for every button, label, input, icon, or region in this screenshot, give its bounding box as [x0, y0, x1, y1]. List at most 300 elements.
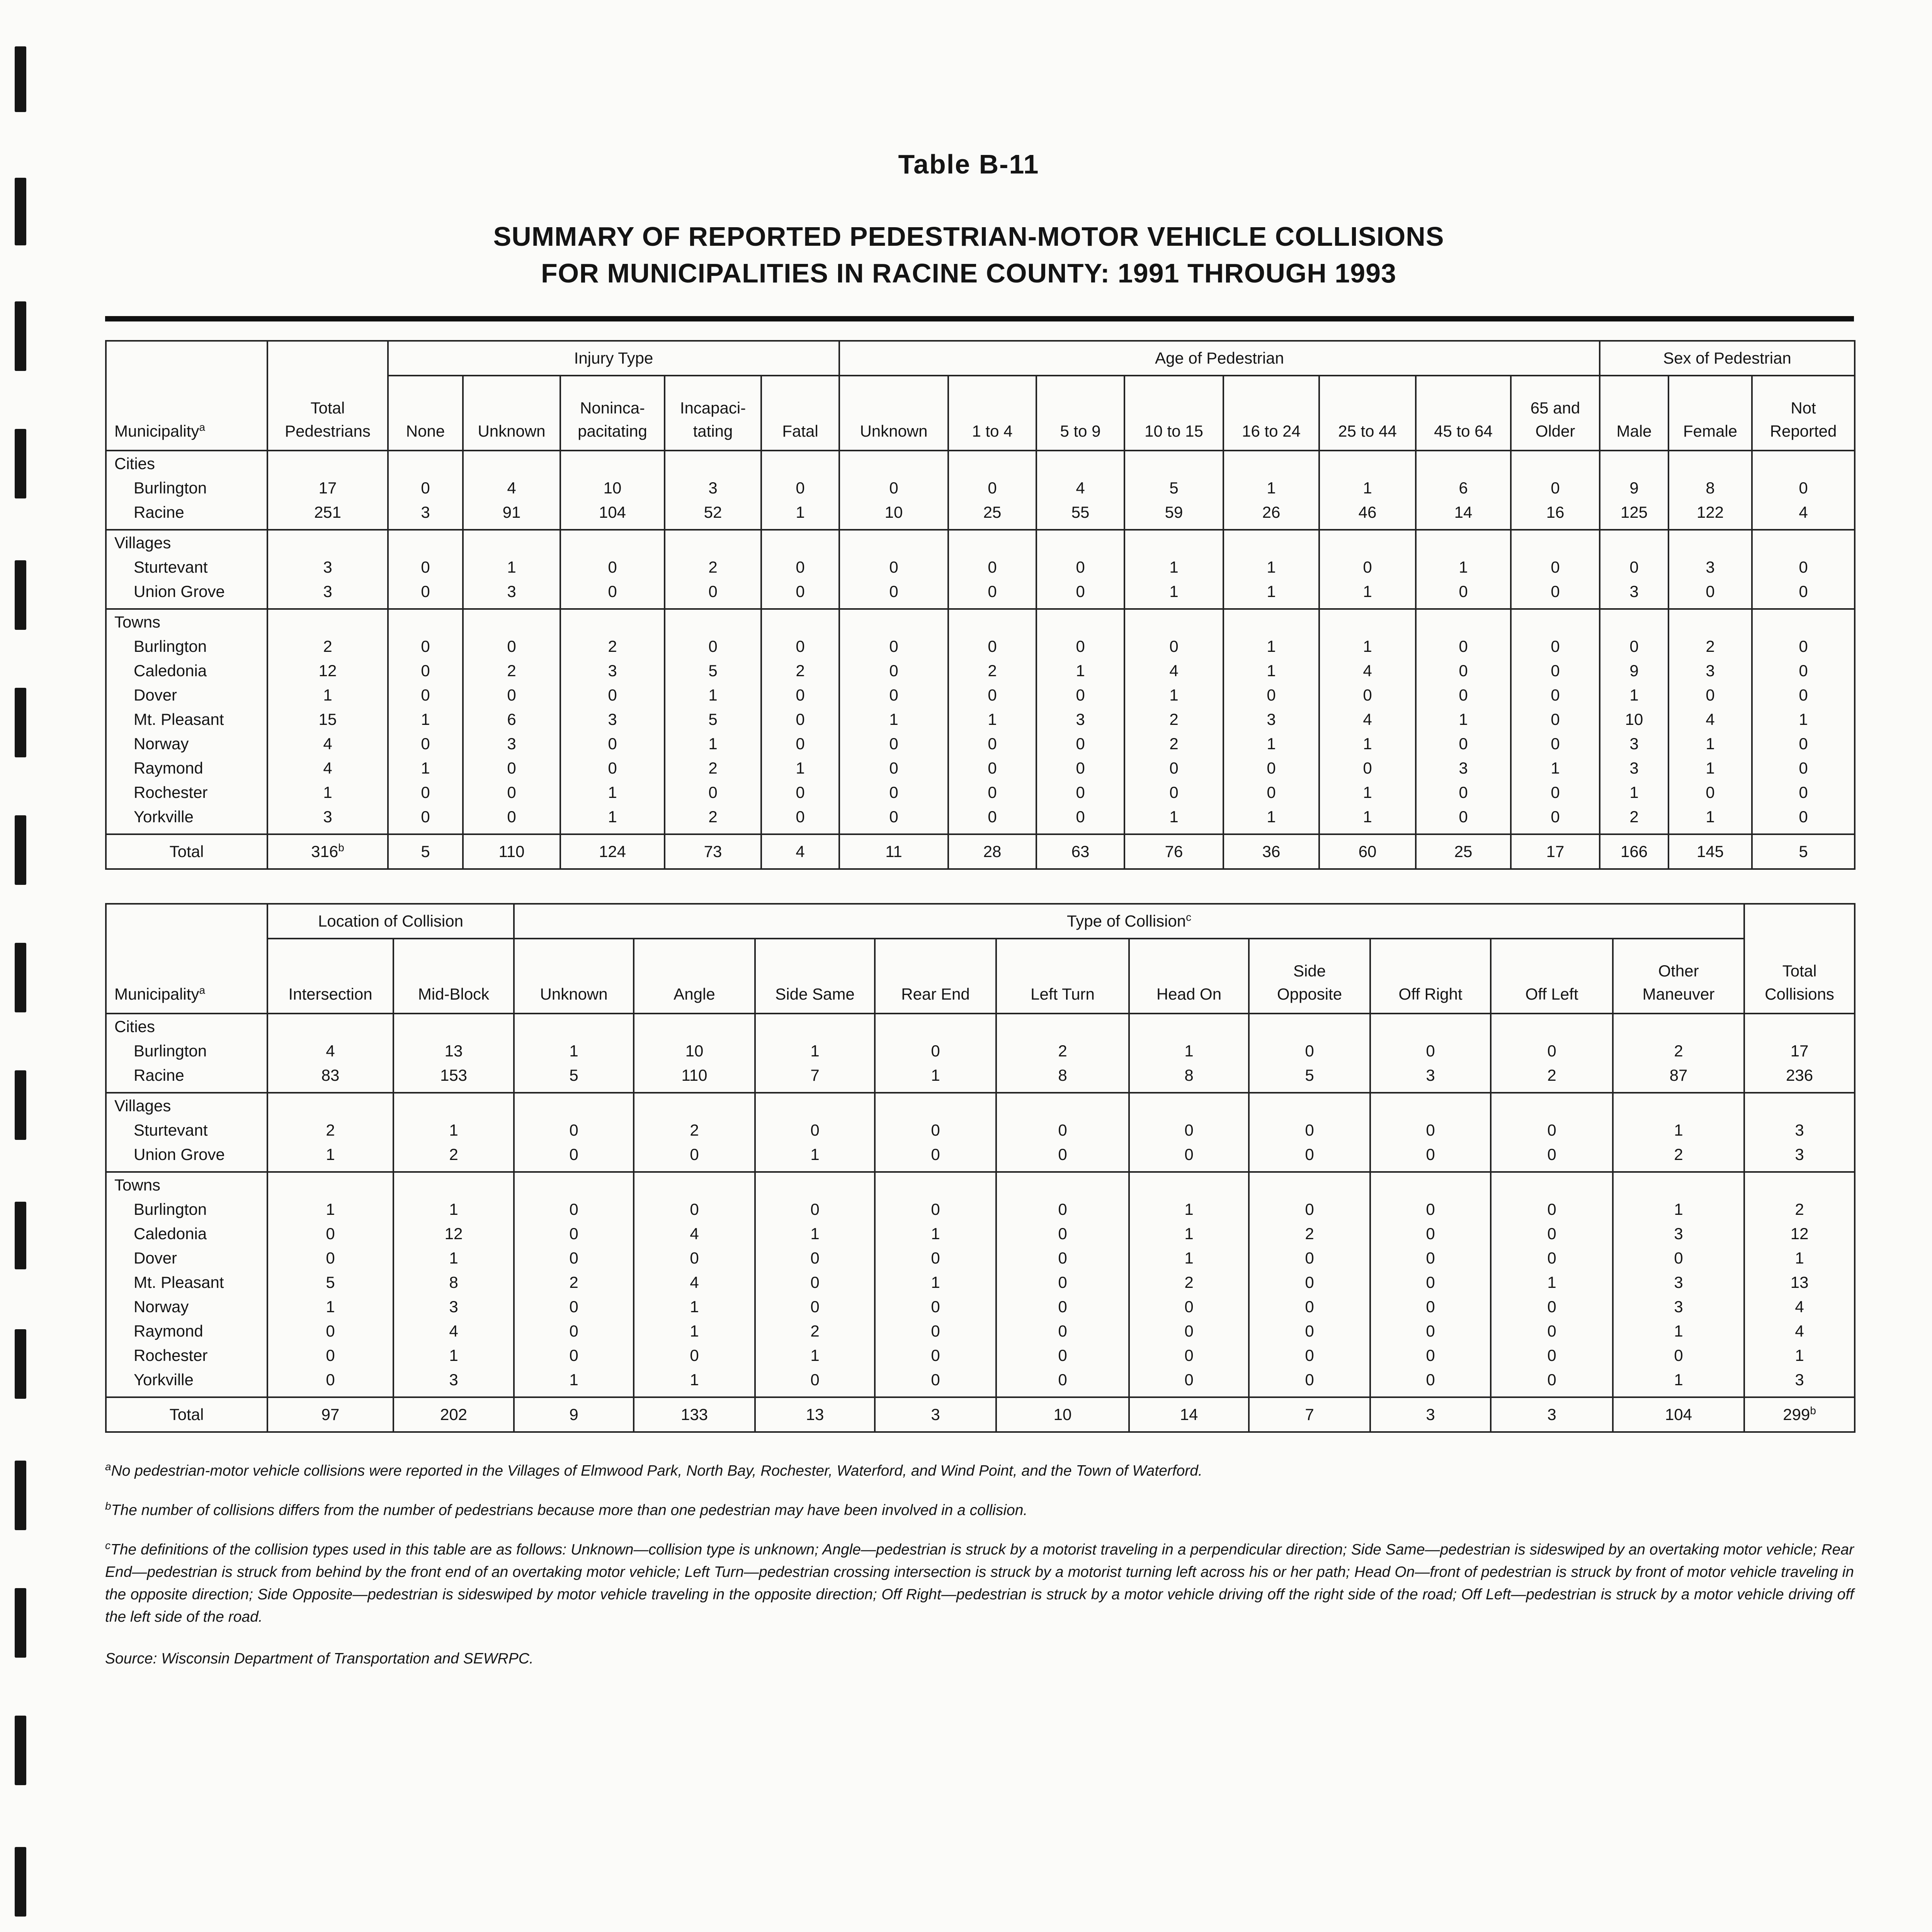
- table-cell: 0: [755, 1197, 875, 1221]
- table-cell: 0: [996, 1294, 1129, 1319]
- table-row: [106, 1142, 1855, 1172]
- table-cell: 4: [1744, 1319, 1855, 1343]
- table-cell: 0: [755, 1367, 875, 1397]
- table-cell: 153: [393, 1063, 514, 1093]
- total-cell: 60: [1319, 834, 1416, 869]
- table-cell: 3: [1600, 731, 1668, 756]
- table-cell: 5: [267, 1270, 393, 1294]
- table-cell: 87: [1613, 1063, 1744, 1093]
- table-cell: 0: [1129, 1319, 1249, 1343]
- table-cell: 4: [1668, 707, 1752, 731]
- total-cell: 10: [996, 1397, 1129, 1432]
- empty-cell: [393, 1014, 514, 1039]
- table-cell: 0: [761, 476, 839, 500]
- table-cell: 0: [388, 476, 463, 500]
- table-cell: 3: [463, 579, 560, 609]
- table-cell: 1: [560, 804, 665, 834]
- table-cell: 10: [560, 476, 665, 500]
- table-cell: 3: [1613, 1221, 1744, 1246]
- table-cell: 2: [1249, 1221, 1370, 1246]
- table-cell: 2: [1613, 1142, 1744, 1172]
- title-line-1: SUMMARY OF REPORTED PEDESTRIAN-MOTOR VEHICLE COLLISIONS: [493, 221, 1444, 252]
- header-incapacitating: Incapaci- tating: [665, 376, 761, 451]
- empty-cell: [393, 1093, 514, 1118]
- table-cell: 8: [996, 1063, 1129, 1093]
- table-cell: 0: [267, 1319, 393, 1343]
- table-cell: 0: [1613, 1246, 1744, 1270]
- municipality-name: Raymond: [106, 1319, 267, 1343]
- table-cell: 1: [1129, 1039, 1249, 1063]
- empty-cell: [1752, 451, 1855, 476]
- empty-cell: [1511, 609, 1600, 634]
- table-cell: 0: [1511, 658, 1600, 683]
- table-cell: 0: [634, 1246, 755, 1270]
- header-side-same: Side Same: [755, 939, 875, 1014]
- empty-cell: [761, 530, 839, 555]
- empty-cell: [755, 1093, 875, 1118]
- table-cell: 3: [388, 500, 463, 530]
- table-cell: 0: [1416, 731, 1511, 756]
- table-cell: 110: [634, 1063, 755, 1093]
- table-cell: 46: [1319, 500, 1416, 530]
- table-cell: 0: [1370, 1118, 1491, 1142]
- table-cell: 3: [1744, 1367, 1855, 1397]
- municipality-name: Caledonia: [106, 658, 267, 683]
- table-cell: 0: [1036, 683, 1124, 707]
- table-cell: 0: [1036, 634, 1124, 658]
- empty-cell: [1319, 609, 1416, 634]
- table-cell: 0: [996, 1270, 1129, 1294]
- total-cell: 11: [839, 834, 948, 869]
- total-label: Total: [106, 1397, 267, 1432]
- empty-cell: [839, 530, 948, 555]
- table-cell: 0: [1491, 1142, 1613, 1172]
- section-row: [106, 451, 1855, 476]
- table-cell: 0: [560, 555, 665, 579]
- table-cell: 0: [388, 804, 463, 834]
- empty-cell: [1249, 1172, 1370, 1197]
- table-cell: 1: [761, 756, 839, 780]
- empty-cell: [755, 1172, 875, 1197]
- empty-cell: [875, 1093, 996, 1118]
- table-cell: 0: [761, 804, 839, 834]
- table-cell: 2: [1124, 707, 1223, 731]
- empty-cell: [1129, 1014, 1249, 1039]
- table-cell: 0: [1129, 1142, 1249, 1172]
- empty-cell: [267, 1014, 393, 1039]
- table-cell: 0: [1511, 579, 1600, 609]
- table-cell: 0: [634, 1197, 755, 1221]
- table-cell: 4: [267, 731, 388, 756]
- total-cell: 166: [1600, 834, 1668, 869]
- empty-cell: [267, 1172, 393, 1197]
- table-cell: 0: [1370, 1270, 1491, 1294]
- table-cell: 1: [267, 780, 388, 804]
- table-cell: 0: [996, 1118, 1129, 1142]
- footnote-ref: b: [338, 842, 344, 854]
- table-cell: 0: [1370, 1294, 1491, 1319]
- empty-cell: [1613, 1093, 1744, 1118]
- header-age-1-to-4: 1 to 4: [948, 376, 1036, 451]
- table-cell: 16: [1511, 500, 1600, 530]
- empty-cell: [560, 451, 665, 476]
- table-cell: 5: [514, 1063, 634, 1093]
- table-cell: 0: [1511, 555, 1600, 579]
- table-cell: 0: [839, 555, 948, 579]
- empty-cell: [948, 451, 1036, 476]
- table-cell: 9: [1600, 658, 1668, 683]
- table-cell: 0: [1036, 780, 1124, 804]
- table-cell: 1: [388, 707, 463, 731]
- table-cell: 0: [267, 1343, 393, 1367]
- table-cell: 0: [1600, 634, 1668, 658]
- table-cell: 1: [755, 1039, 875, 1063]
- municipality-name: Racine: [106, 500, 267, 530]
- empty-cell: [1129, 1172, 1249, 1197]
- table-cell: 4: [634, 1221, 755, 1246]
- table-cell: 1: [948, 707, 1036, 731]
- table-cell: 0: [948, 634, 1036, 658]
- table-cell: 0: [1511, 804, 1600, 834]
- municipality-name: Burlington: [106, 634, 267, 658]
- table-row: [106, 804, 1855, 834]
- total-cell: 17: [1511, 834, 1600, 869]
- empty-cell: [1319, 451, 1416, 476]
- empty-cell: [1491, 1172, 1613, 1197]
- total-pedestrians-cell: [267, 834, 388, 869]
- table-cell: 0: [761, 731, 839, 756]
- table-cell: 2: [514, 1270, 634, 1294]
- table-cell: 0: [761, 707, 839, 731]
- table-cell: 0: [388, 634, 463, 658]
- table-cell: 2: [1600, 804, 1668, 834]
- table-cell: 0: [839, 731, 948, 756]
- table-row: [106, 756, 1855, 780]
- municipality-name: Dover: [106, 1246, 267, 1270]
- total-cell: 3: [1491, 1397, 1613, 1432]
- table-cell: 15: [267, 707, 388, 731]
- table-cell: 1: [755, 1343, 875, 1367]
- table-cell: 0: [1752, 476, 1855, 500]
- table-cell: 0: [1752, 683, 1855, 707]
- table-cell: 0: [1129, 1367, 1249, 1397]
- table-cell: 1: [1600, 683, 1668, 707]
- table-cell: 1: [1613, 1367, 1744, 1397]
- table-cell: 1: [1752, 707, 1855, 731]
- table-cell: 0: [755, 1118, 875, 1142]
- table-cell: 0: [1491, 1294, 1613, 1319]
- empty-cell: [463, 609, 560, 634]
- header-fatal: Fatal: [761, 376, 839, 451]
- table-cell: 1: [1744, 1343, 1855, 1367]
- table-row: [106, 1197, 1855, 1221]
- total-cell: 104: [1613, 1397, 1744, 1432]
- header-rear-end: Rear End: [875, 939, 996, 1014]
- municipality-name: Dover: [106, 683, 267, 707]
- table-cell: 1: [634, 1319, 755, 1343]
- table-cell: 0: [1668, 683, 1752, 707]
- table-cell: 2: [560, 634, 665, 658]
- table-cell: 5: [665, 658, 761, 683]
- table-cell: 0: [755, 1246, 875, 1270]
- section-label: Villages: [106, 1093, 267, 1118]
- empty-cell: [1668, 609, 1752, 634]
- table-cell: 1: [1668, 804, 1752, 834]
- table-cell: 3: [1416, 756, 1511, 780]
- table-cell: 1: [875, 1063, 996, 1093]
- table-cell: 0: [996, 1142, 1129, 1172]
- table-cell: 2: [1744, 1197, 1855, 1221]
- table-cell: 1: [665, 683, 761, 707]
- table-cell: 17: [267, 476, 388, 500]
- empty-cell: [1600, 451, 1668, 476]
- table-cell: 0: [463, 804, 560, 834]
- empty-cell: [514, 1014, 634, 1039]
- table-cell: 1: [1319, 634, 1416, 658]
- table-cell: 6: [1416, 476, 1511, 500]
- table-cell: 0: [1511, 707, 1600, 731]
- empty-cell: [560, 609, 665, 634]
- table-cell: 0: [514, 1294, 634, 1319]
- table-row: [106, 1039, 1855, 1063]
- table-cell: 1: [1129, 1246, 1249, 1270]
- table-cell: 0: [996, 1367, 1129, 1397]
- table-cell: 2: [1129, 1270, 1249, 1294]
- empty-cell: [1036, 609, 1124, 634]
- empty-cell: [839, 609, 948, 634]
- table-cell: 0: [875, 1142, 996, 1172]
- total-cell: 3: [875, 1397, 996, 1432]
- municipality-name: Racine: [106, 1063, 267, 1093]
- table-cell: 7: [755, 1063, 875, 1093]
- table-row: [106, 707, 1855, 731]
- table-cell: 1: [1491, 1270, 1613, 1294]
- table-cell: 0: [1249, 1343, 1370, 1367]
- total-value: 299: [1783, 1405, 1810, 1423]
- table-cell: 0: [1668, 780, 1752, 804]
- table-cell: 125: [1600, 500, 1668, 530]
- empty-cell: [463, 451, 560, 476]
- table-cell: 10: [1600, 707, 1668, 731]
- table-row: [106, 1319, 1855, 1343]
- empty-cell: [1223, 451, 1319, 476]
- table-cell: 0: [875, 1039, 996, 1063]
- empty-cell: [1319, 530, 1416, 555]
- table-cell: 0: [1249, 1294, 1370, 1319]
- table-cell: 0: [1668, 579, 1752, 609]
- table-cell: 0: [267, 1221, 393, 1246]
- source-note: Source: Wisconsin Department of Transportation and SEWRPC.: [105, 1650, 534, 1667]
- table-cell: 59: [1124, 500, 1223, 530]
- empty-cell: [1491, 1014, 1613, 1039]
- municipality-name: Union Grove: [106, 579, 267, 609]
- table-cell: 4: [1319, 707, 1416, 731]
- table-cell: 1: [875, 1221, 996, 1246]
- table-cell: 1: [514, 1367, 634, 1397]
- municipality-name: Norway: [106, 731, 267, 756]
- table-cell: 1: [393, 1197, 514, 1221]
- table-cell: 3: [1223, 707, 1319, 731]
- empty-cell: [1129, 1093, 1249, 1118]
- empty-cell: [1416, 609, 1511, 634]
- empty-cell: [267, 609, 388, 634]
- table-cell: 0: [948, 756, 1036, 780]
- group-type-of-collision: Type of Collision$^c$: [514, 904, 1744, 939]
- group-injury-type: Injury Type: [388, 341, 839, 376]
- table-cell: 4: [1752, 500, 1855, 530]
- header-total-pedestrians: Total Pedestrians: [267, 341, 388, 451]
- table-cell: 1: [1416, 707, 1511, 731]
- table-cell: 3: [1668, 658, 1752, 683]
- footnotes: [105, 1460, 1854, 1687]
- empty-cell: [1416, 451, 1511, 476]
- table-cell: 0: [1129, 1294, 1249, 1319]
- footnote-b: $^b$The number of collisions differs from the number of pedestrians because more than one pedestrian may have been involved in a collision.: [105, 1500, 1028, 1519]
- table-cell: 0: [875, 1294, 996, 1319]
- table-cell: 1: [1319, 731, 1416, 756]
- section-row: [106, 1014, 1855, 1039]
- table-cell: 0: [1319, 756, 1416, 780]
- table-cell: 0: [463, 756, 560, 780]
- table-cell: 52: [665, 500, 761, 530]
- table-cell: 1: [1613, 1118, 1744, 1142]
- table-cell: 5: [665, 707, 761, 731]
- table-cell: 0: [1249, 1118, 1370, 1142]
- total-cell: 3: [1370, 1397, 1491, 1432]
- footnote-c: $^c$The definitions of the collision types used in this table are as follows: Unknown—collision type is unknown; Angle—pedestrian is struck by a motorist traveling in a perpendicular direction; Side Same—pedestrian is sideswiped by an overtaking motor vehicle; Rear End—pedestrian is struck from behind by the front end of an overtaking motor vehicle; Left Turn—pedestrian crossing intersection is struck by a motorist turning left across his or her path; Head On—front of pedestrian is struck by front of motor vehicle traveling in the opposite direction; Side Opposite—pedestrian is sideswiped by motor vehicle traveling in the opposite direction; Off Right—pedestrian is struck by a motor vehicle driving off the right side of the road; Off Left—pedestrian is struck by a motor vehicle driving off the left side of the road.: [105, 1539, 1854, 1625]
- header-other-maneuver: Other Maneuver: [1613, 939, 1744, 1014]
- table-cell: 0: [1416, 683, 1511, 707]
- table-row: [106, 555, 1855, 579]
- table-cell: 0: [1511, 634, 1600, 658]
- section-label: Villages: [106, 530, 267, 555]
- table-cell: 0: [634, 1343, 755, 1367]
- table-row: [106, 683, 1855, 707]
- table-cell: 8: [393, 1270, 514, 1294]
- table-cell: 0: [463, 634, 560, 658]
- section-label: Towns: [106, 1172, 267, 1197]
- municipality-name: Mt. Pleasant: [106, 1270, 267, 1294]
- table-cell: 0: [1249, 1319, 1370, 1343]
- table-cell: 0: [1416, 579, 1511, 609]
- table-row: [106, 1063, 1855, 1093]
- table-cell: 0: [1511, 731, 1600, 756]
- empty-cell: [948, 609, 1036, 634]
- table-cell: 0: [1491, 1118, 1613, 1142]
- table-cell: 0: [839, 579, 948, 609]
- table-cell: 8: [1129, 1063, 1249, 1093]
- footnote-ref: b: [1810, 1405, 1816, 1417]
- table-cell: 0: [875, 1367, 996, 1397]
- section-label: Towns: [106, 609, 267, 634]
- table-cell: 0: [1613, 1343, 1744, 1367]
- table-cell: 0: [1416, 634, 1511, 658]
- table-cell: 1: [1223, 579, 1319, 609]
- table-cell: 1: [1319, 476, 1416, 500]
- table-cell: 0: [1370, 1319, 1491, 1343]
- table-cell: 0: [996, 1197, 1129, 1221]
- table-cell: 0: [388, 579, 463, 609]
- empty-cell: [267, 451, 388, 476]
- table-cell: 0: [1491, 1039, 1613, 1063]
- table-cell: 0: [388, 683, 463, 707]
- table-cell: 3: [393, 1367, 514, 1397]
- empty-cell: [388, 609, 463, 634]
- table-cell: 12: [1744, 1221, 1855, 1246]
- table-cell: 2: [1668, 634, 1752, 658]
- table-cell: 0: [1124, 780, 1223, 804]
- section-row: [106, 609, 1855, 634]
- table-cell: 1: [1124, 683, 1223, 707]
- table-cell: 1: [1223, 555, 1319, 579]
- table-cell: 0: [1223, 683, 1319, 707]
- table-cell: 0: [1249, 1270, 1370, 1294]
- header-injury-unknown: Unknown: [463, 376, 560, 451]
- table-cell: 0: [463, 780, 560, 804]
- table-cell: 3: [393, 1294, 514, 1319]
- table-cell: 26: [1223, 500, 1319, 530]
- table-cell: 2: [463, 658, 560, 683]
- empty-cell: [996, 1014, 1129, 1039]
- table-cell: 3: [1370, 1063, 1491, 1093]
- empty-cell: [1668, 451, 1752, 476]
- table-cell: 0: [1223, 780, 1319, 804]
- municipality-name: Rochester: [106, 780, 267, 804]
- table-cell: 0: [514, 1197, 634, 1221]
- empty-cell: [1249, 1014, 1370, 1039]
- header-nonincapacitating: Noninca- pacitating: [560, 376, 665, 451]
- empty-cell: [1124, 609, 1223, 634]
- table-cell: 0: [560, 579, 665, 609]
- table-cell: 1: [634, 1294, 755, 1319]
- municipality-name: Rochester: [106, 1343, 267, 1367]
- table-cell: 0: [1036, 555, 1124, 579]
- table-cell: 2: [1124, 731, 1223, 756]
- table-row: [106, 1367, 1855, 1397]
- header-sex-not-reported: Not Reported: [1752, 376, 1855, 451]
- table-cell: 0: [839, 658, 948, 683]
- empty-cell: [634, 1014, 755, 1039]
- table-cell: 1: [875, 1270, 996, 1294]
- empty-cell: [1613, 1172, 1744, 1197]
- table-row: [106, 658, 1855, 683]
- municipality-name: Mt. Pleasant: [106, 707, 267, 731]
- group-location-of-collision: Location of Collision: [267, 904, 514, 939]
- table-row: [106, 731, 1855, 756]
- table-row: [106, 1294, 1855, 1319]
- table-cell: 10: [839, 500, 948, 530]
- table-cell: 0: [1752, 756, 1855, 780]
- table-cell: 0: [1752, 579, 1855, 609]
- table-cell: 0: [1249, 1367, 1370, 1397]
- table-cell: 1: [1129, 1221, 1249, 1246]
- table-cell: 0: [1752, 804, 1855, 834]
- empty-cell: [996, 1172, 1129, 1197]
- table-cell: 1: [1223, 658, 1319, 683]
- empty-cell: [1511, 530, 1600, 555]
- table-cell: 0: [948, 683, 1036, 707]
- table-cell: 3: [267, 579, 388, 609]
- empty-cell: [1613, 1014, 1744, 1039]
- title-rule: [105, 316, 1854, 321]
- table-cell: 0: [875, 1118, 996, 1142]
- table-cell: 0: [1036, 804, 1124, 834]
- empty-cell: [514, 1172, 634, 1197]
- table-cell: 0: [267, 1246, 393, 1270]
- header-intersection: Intersection: [267, 939, 393, 1014]
- table-cell: 2: [1613, 1039, 1744, 1063]
- page-title: [0, 218, 1932, 292]
